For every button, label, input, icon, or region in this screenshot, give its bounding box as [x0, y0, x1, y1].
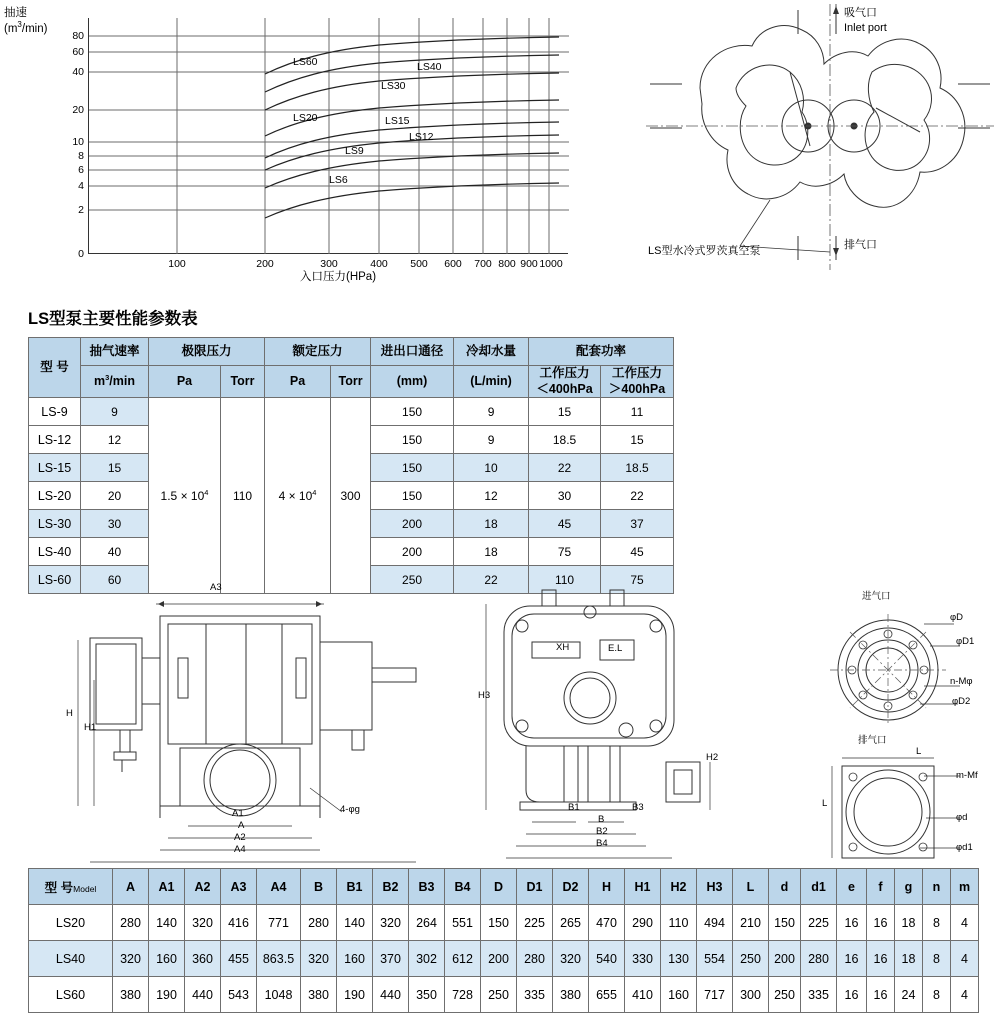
cell-L: 300 — [733, 977, 769, 1013]
dim-nMphi: n-Mφ — [950, 676, 973, 687]
dim-h1: H1 — [84, 722, 97, 733]
dim-a1: A1 — [232, 808, 244, 819]
cell-D: 250 — [481, 977, 517, 1013]
cell-n: 8 — [923, 977, 951, 1013]
cell-H2: 110 — [661, 905, 697, 941]
cell-B: 280 — [301, 905, 337, 941]
th-H1: H1 — [625, 869, 661, 905]
th-B4: B4 — [445, 869, 481, 905]
x-tick-700: 700 — [474, 258, 492, 270]
cell-D1: 280 — [517, 941, 553, 977]
curve-label-ls30: LS30 — [381, 80, 406, 92]
inlet-flange-title: 进气口 — [862, 591, 891, 602]
cell-H3: 554 — [697, 941, 733, 977]
cell-A4: 863.5 — [257, 941, 301, 977]
th-limit-torr: Torr — [221, 366, 265, 398]
cell-g: 18 — [895, 941, 923, 977]
cell-H: 655 — [589, 977, 625, 1013]
cell-water: 18 — [454, 510, 529, 538]
cell-water: 9 — [454, 398, 529, 426]
y-tick-8: 8 — [78, 150, 84, 162]
th-d: d — [769, 869, 801, 905]
cell-D1: 335 — [517, 977, 553, 1013]
cell-rated-pa: $4 \times 10^4$ — [265, 398, 331, 594]
dim-a4: A4 — [234, 844, 246, 855]
cell-model: LS-60 — [29, 566, 81, 594]
curve-label-ls15: LS15 — [385, 115, 410, 127]
x-tick-500: 500 — [410, 258, 428, 270]
th-n: n — [923, 869, 951, 905]
cell-B: 380 — [301, 977, 337, 1013]
cell-B3: 350 — [409, 977, 445, 1013]
y-tick-0: 0 — [78, 248, 84, 260]
cell-A3: 416 — [221, 905, 257, 941]
cell-limit-torr: 110 — [221, 398, 265, 594]
y-tick-40: 40 — [72, 66, 84, 78]
cell-A1: 160 — [149, 941, 185, 977]
th-B1: B1 — [337, 869, 373, 905]
cell-e: 16 — [837, 905, 867, 941]
cell-D: 200 — [481, 941, 517, 977]
cell-L: 210 — [733, 905, 769, 941]
cell-H2: 160 — [661, 977, 697, 1013]
dim-L-left: L — [822, 798, 828, 809]
cell-A1: 190 — [149, 977, 185, 1013]
cell-g: 18 — [895, 905, 923, 941]
dim-phiD: φD — [950, 612, 964, 623]
th-power-lt: 工作压力 ＜400hPa — [529, 366, 601, 398]
label-el: E.L — [608, 643, 623, 654]
curve-label-ls20: LS20 — [293, 112, 318, 124]
dim-h2: H2 — [706, 752, 719, 763]
dim-a3: A3 — [210, 582, 222, 593]
chart-svg — [89, 18, 569, 254]
cell-A1: 140 — [149, 905, 185, 941]
cell-g: 24 — [895, 977, 923, 1013]
th-D: D — [481, 869, 517, 905]
cell-power-lt: 30 — [529, 482, 601, 510]
cell-port: 150 — [371, 454, 454, 482]
th-B2: B2 — [373, 869, 409, 905]
y-tick-4: 4 — [78, 180, 84, 192]
cell-B1: 190 — [337, 977, 373, 1013]
cell-power-lt: 110 — [529, 566, 601, 594]
cell-B4: 551 — [445, 905, 481, 941]
cell-e: 16 — [837, 977, 867, 1013]
cell-water: 12 — [454, 482, 529, 510]
x-tick-400: 400 — [370, 258, 388, 270]
x-tick-900: 900 — [520, 258, 538, 270]
th-speed: 抽气速率 — [81, 338, 149, 366]
cell-speed: 60 — [81, 566, 149, 594]
th-port: 进出口通径 — [371, 338, 454, 366]
th-A4: A4 — [257, 869, 301, 905]
cell-A: 280 — [113, 905, 149, 941]
cell-B1: 160 — [337, 941, 373, 977]
cell-H3: 717 — [697, 977, 733, 1013]
cell-model: LS-9 — [29, 398, 81, 426]
cell-power-lt: 18.5 — [529, 426, 601, 454]
y-tick-80: 80 — [72, 30, 84, 42]
cell-n: 8 — [923, 941, 951, 977]
dim-b3: B3 — [632, 802, 644, 813]
cell-power-lt: 22 — [529, 454, 601, 482]
cell-n: 8 — [923, 905, 951, 941]
cell-power-gt: 75 — [601, 566, 674, 594]
dim-h: H — [66, 708, 73, 719]
dimension-table-section — [28, 868, 972, 1013]
cell-e: 16 — [837, 941, 867, 977]
y-tick-60: 60 — [72, 46, 84, 58]
th-rated-torr: Torr — [331, 366, 371, 398]
table-row — [29, 398, 674, 426]
perf-table — [28, 337, 674, 594]
cell-B1: 140 — [337, 905, 373, 941]
cell-model: LS-40 — [29, 538, 81, 566]
cell-m: 4 — [951, 977, 979, 1013]
th-power-gt: 工作压力 ＞400hPa — [601, 366, 674, 398]
cell-speed: 9 — [81, 398, 149, 426]
cell-B3: 264 — [409, 905, 445, 941]
th-H3: H3 — [697, 869, 733, 905]
outlet-port-label: 排气口 — [844, 239, 877, 251]
y-tick-20: 20 — [72, 104, 84, 116]
y-tick-2: 2 — [78, 204, 84, 216]
cell-port: 150 — [371, 398, 454, 426]
cell-B3: 302 — [409, 941, 445, 977]
dim-L-top: L — [916, 746, 922, 757]
cell-B4: 612 — [445, 941, 481, 977]
cell-f: 16 — [867, 905, 895, 941]
x-tick-1000: 1000 — [539, 258, 563, 270]
cell-A4: 1048 — [257, 977, 301, 1013]
th-d1: d1 — [801, 869, 837, 905]
dim-b4: B4 — [596, 838, 608, 849]
th-g: g — [895, 869, 923, 905]
cell-D2: 320 — [553, 941, 589, 977]
y-tick-6: 6 — [78, 164, 84, 176]
th-H: H — [589, 869, 625, 905]
dim-b2: B2 — [596, 826, 608, 837]
cell-H1: 290 — [625, 905, 661, 941]
th-model: 型 号 — [29, 338, 81, 398]
performance-table-section — [28, 305, 673, 594]
cell-power-gt: 37 — [601, 510, 674, 538]
cell-power-gt: 45 — [601, 538, 674, 566]
cell-B: 320 — [301, 941, 337, 977]
curve-label-ls40: LS40 — [417, 61, 442, 73]
th-A1: A1 — [149, 869, 185, 905]
cell-d: 200 — [769, 941, 801, 977]
cell-L: 250 — [733, 941, 769, 977]
cell-model: LS-30 — [29, 510, 81, 538]
cell-B2: 370 — [373, 941, 409, 977]
cell-H1: 410 — [625, 977, 661, 1013]
cell-B2: 440 — [373, 977, 409, 1013]
th-D2: D2 — [553, 869, 589, 905]
cell-water: 18 — [454, 538, 529, 566]
rotor-cross-section-diagram — [640, 0, 1000, 295]
cell-speed: 15 — [81, 454, 149, 482]
dim-a2: A2 — [234, 832, 246, 843]
dim-phiD2: φD2 — [952, 696, 971, 707]
cell-f: 16 — [867, 977, 895, 1013]
table-row — [29, 941, 979, 977]
dim-b1: B1 — [568, 802, 580, 813]
x-tick-600: 600 — [444, 258, 462, 270]
cell-A2: 440 — [185, 977, 221, 1013]
cell-water: 9 — [454, 426, 529, 454]
dim-phid1: φd1 — [956, 842, 973, 853]
cell-A3: 543 — [221, 977, 257, 1013]
cell-speed: 30 — [81, 510, 149, 538]
cell-power-gt: 11 — [601, 398, 674, 426]
cell-power-gt: 18.5 — [601, 454, 674, 482]
dim-bolt-4phig: 4-φg — [340, 804, 360, 815]
th-water: 冷却水量 — [454, 338, 529, 366]
inlet-port-label: 吸气口 Inlet port — [844, 7, 887, 34]
th-limit-pa: Pa — [149, 366, 221, 398]
cell-d1: 280 — [801, 941, 837, 977]
cell-D2: 380 — [553, 977, 589, 1013]
th-port-unit: (mm) — [371, 366, 454, 398]
outlet-flange-drawing — [820, 752, 970, 872]
cell-power-gt: 15 — [601, 426, 674, 454]
th-f: f — [867, 869, 895, 905]
cell-model: LS40 — [29, 941, 113, 977]
cell-m: 4 — [951, 905, 979, 941]
cell-port: 200 — [371, 510, 454, 538]
cell-port: 200 — [371, 538, 454, 566]
cell-D1: 225 — [517, 905, 553, 941]
dim-h3: H3 — [478, 690, 491, 701]
th-e: e — [837, 869, 867, 905]
curve-label-ls6: LS6 — [329, 174, 348, 186]
cell-port: 150 — [371, 426, 454, 454]
cell-B4: 728 — [445, 977, 481, 1013]
y-tick-10: 10 — [72, 136, 84, 148]
cell-model: LS60 — [29, 977, 113, 1013]
rotor-caption: LS型水冷式罗茨真空泵 — [648, 245, 761, 257]
dimension-table — [28, 868, 979, 1013]
cell-m: 4 — [951, 941, 979, 977]
th-water-unit: (L/min) — [454, 366, 529, 398]
cell-d: 250 — [769, 977, 801, 1013]
cell-H3: 494 — [697, 905, 733, 941]
table-row — [29, 905, 979, 941]
x-tick-300: 300 — [320, 258, 338, 270]
cell-port: 150 — [371, 482, 454, 510]
cell-model: LS-12 — [29, 426, 81, 454]
cell-H: 470 — [589, 905, 625, 941]
th-A3: A3 — [221, 869, 257, 905]
cell-power-gt: 22 — [601, 482, 674, 510]
dim-b: B — [598, 814, 605, 825]
dim-phid: φd — [956, 812, 968, 823]
th-m: m — [951, 869, 979, 905]
curve-label-ls9: LS9 — [345, 145, 364, 157]
cell-port: 250 — [371, 566, 454, 594]
cell-speed: 12 — [81, 426, 149, 454]
cell-H2: 130 — [661, 941, 697, 977]
table-row — [29, 977, 979, 1013]
cell-A: 320 — [113, 941, 149, 977]
cell-rated-torr: 300 — [331, 398, 371, 594]
curve-label-ls60: LS60 — [293, 56, 318, 68]
x-tick-100: 100 — [168, 258, 186, 270]
th-rated-pa: Pa — [265, 366, 331, 398]
cell-B2: 320 — [373, 905, 409, 941]
inlet-flange-drawing — [820, 606, 970, 736]
cell-f: 16 — [867, 941, 895, 977]
label-xh: XH — [556, 642, 570, 653]
cell-H: 540 — [589, 941, 625, 977]
cell-d1: 225 — [801, 905, 837, 941]
cell-limit-pa: $1.5 \times 10^4$ — [149, 398, 221, 594]
dim-a: A — [238, 820, 245, 831]
chart-y-axis-title: 抽速 $(m^3/\min)$ — [4, 7, 48, 36]
th-power: 配套功率 — [529, 338, 674, 366]
th-A2: A2 — [185, 869, 221, 905]
cell-power-lt: 45 — [529, 510, 601, 538]
side-view-drawing — [460, 580, 720, 870]
cell-D2: 265 — [553, 905, 589, 941]
th-L: L — [733, 869, 769, 905]
cell-power-lt: 75 — [529, 538, 601, 566]
outlet-flange-title: 排气口 — [858, 735, 887, 746]
cell-A2: 360 — [185, 941, 221, 977]
cell-model: LS-20 — [29, 482, 81, 510]
cell-A3: 455 — [221, 941, 257, 977]
cell-A4: 771 — [257, 905, 301, 941]
x-tick-800: 800 — [498, 258, 516, 270]
dimension-drawings — [0, 580, 1000, 870]
cell-D: 150 — [481, 905, 517, 941]
cell-speed: 20 — [81, 482, 149, 510]
dim-mMf: m-Mf — [956, 770, 978, 781]
cell-H1: 330 — [625, 941, 661, 977]
front-view-drawing — [60, 580, 440, 870]
th-limit-pressure: 极限压力 — [149, 338, 265, 366]
cell-d: 150 — [769, 905, 801, 941]
cell-speed: 40 — [81, 538, 149, 566]
cell-model: LS20 — [29, 905, 113, 941]
curve-label-ls12: LS12 — [409, 131, 434, 143]
chart-plot-area — [72, 18, 568, 270]
perf-table-title: LS型泵主要性能参数表 — [28, 310, 198, 328]
cell-d1: 335 — [801, 977, 837, 1013]
th-model: 型 号Model — [29, 869, 113, 905]
cell-water: 10 — [454, 454, 529, 482]
th-rated-pressure: 额定压力 — [265, 338, 371, 366]
cell-A: 380 — [113, 977, 149, 1013]
x-tick-200: 200 — [256, 258, 274, 270]
cell-water: 22 — [454, 566, 529, 594]
cell-A2: 320 — [185, 905, 221, 941]
chart-x-axis-title: 入口压力(HPa) — [300, 271, 377, 283]
th-B: B — [301, 869, 337, 905]
th-D1: D1 — [517, 869, 553, 905]
th-H2: H2 — [661, 869, 697, 905]
performance-chart — [0, 0, 660, 290]
th-B3: B3 — [409, 869, 445, 905]
th-A: A — [113, 869, 149, 905]
dim-phiD1: φD1 — [956, 636, 975, 647]
cell-model: LS-15 — [29, 454, 81, 482]
th-speed-unit: $m^3/\min$ — [81, 366, 149, 398]
cell-power-lt: 15 — [529, 398, 601, 426]
